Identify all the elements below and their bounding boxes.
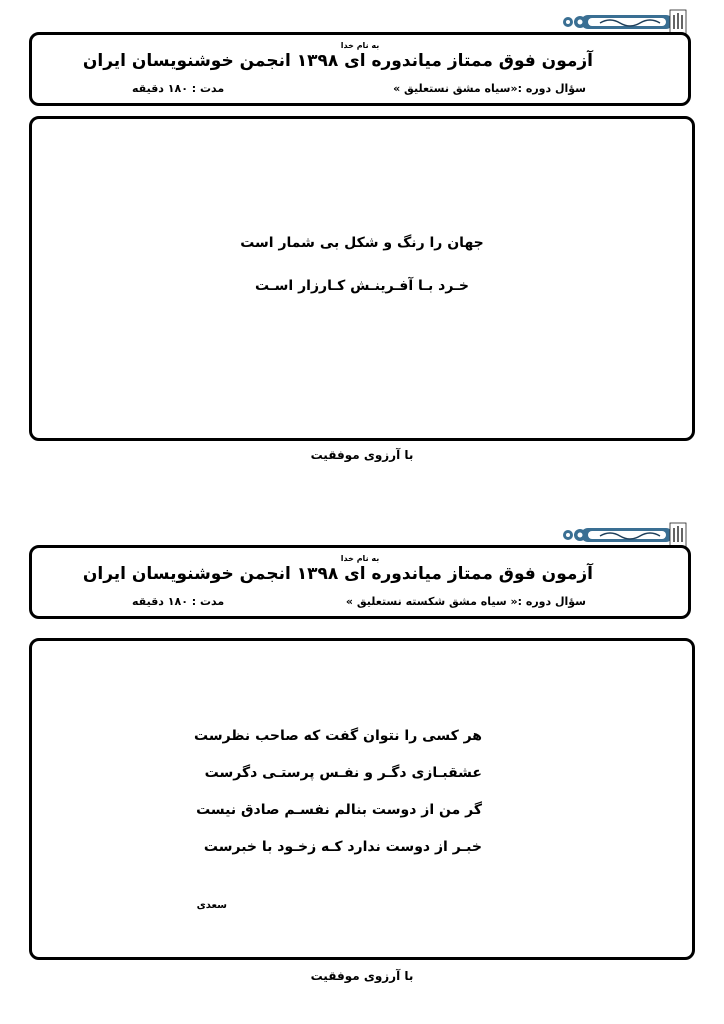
poem-verse: جهان را رنگ و شکل بی شمار است: [240, 235, 484, 251]
good-luck-footer: با آرزوی موفقیت: [310, 969, 414, 983]
exam-header: [29, 545, 691, 619]
exam-duration: مدت : ۱۸۰ دقیقه: [132, 82, 225, 95]
basmala: به نام خدا: [340, 554, 380, 563]
poem-verse: خبـر از دوست ندارد کـه زخـود با خبرست: [203, 839, 482, 855]
poem-verse: هر کسی را نتوان گفت که صاحب نظرست: [194, 728, 482, 744]
poem-verse: گر من از دوست بنالم نفسـم صادق نیست: [196, 802, 482, 818]
exam-content: [29, 638, 695, 960]
exam-title: آزمون فوق ممتاز میاندوره ای ۱۳۹۸ انجمن خوشنویسان ایران: [82, 51, 593, 71]
poet-name: سعدی: [196, 900, 227, 911]
basmala: به نام خدا: [340, 41, 380, 50]
exam-question-topic: سؤال دوره :«سیاه مشق نستعلیق »: [393, 82, 586, 95]
poem-verse: خـرد بـا آفـرینـش کـارزار اسـت: [255, 278, 469, 294]
exam-title: آزمون فوق ممتاز میاندوره ای ۱۳۹۸ انجمن خوشنویسان ایران: [82, 564, 593, 584]
poem-verse: عشقبـازی دگـر و نفـس پرستـی دگرست: [204, 765, 482, 781]
exam-header: [29, 32, 691, 106]
exam-content: [29, 116, 695, 441]
exam-duration: مدت : ۱۸۰ دقیقه: [132, 595, 225, 608]
exam-question-topic: سؤال دوره :« سیاه مشق شکسته نستعلیق »: [345, 595, 586, 608]
good-luck-footer: با آرزوی موفقیت: [310, 448, 414, 462]
